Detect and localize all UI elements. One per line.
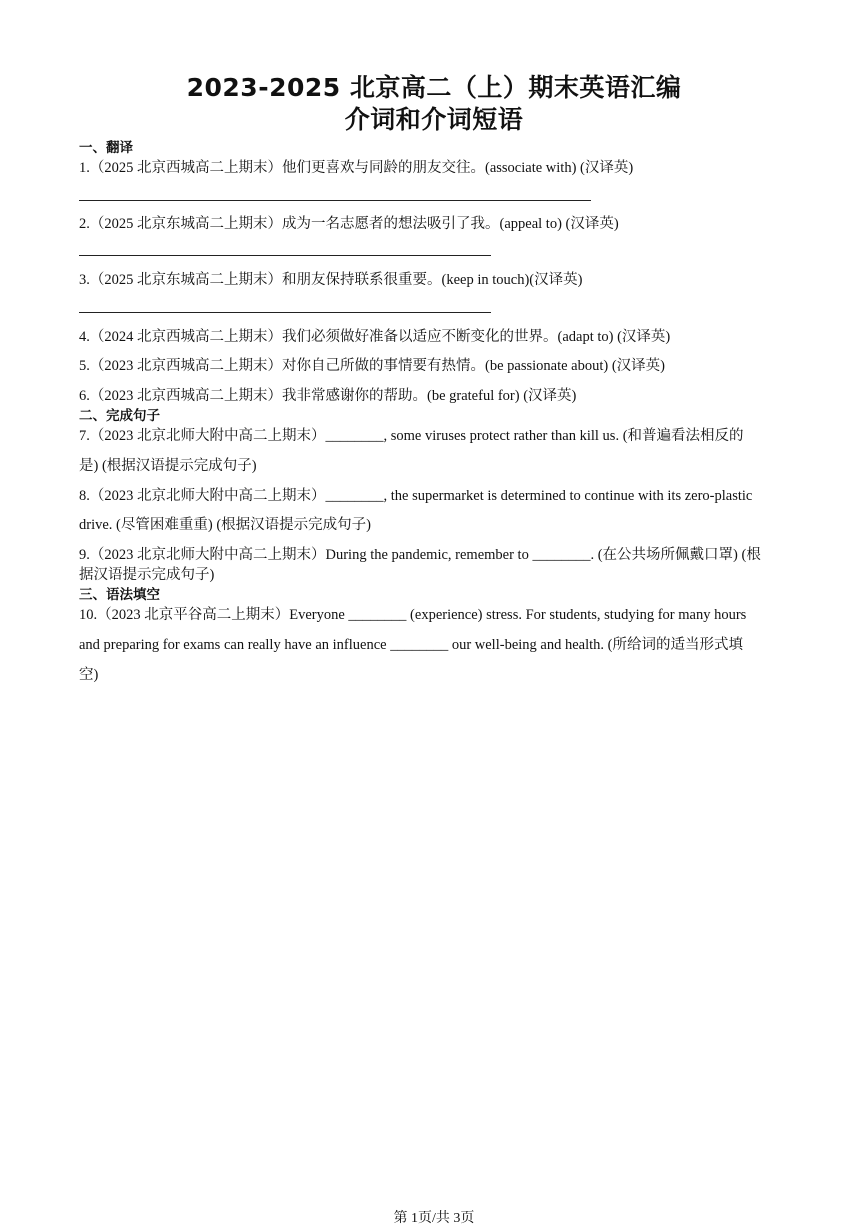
question-9-line-2: 据汉语提示完成句子) — [79, 567, 215, 583]
page-number-footer — [0, 1207, 868, 1227]
answer-line-2 — [79, 255, 491, 256]
question-7-line-1: 7.（2023 北京北师大附中高二上期末）________, some viruses protect rather than kill us. (和普遍看法相反的 — [79, 428, 744, 444]
question-10-line-3: 空) — [79, 667, 99, 683]
document-subtitle: 介词和介词短语 — [344, 105, 524, 134]
section-heading-translation: 一、翻译 — [79, 140, 133, 156]
question-2: 2.（2025 北京东城高二上期末）成为一名志愿者的想法吸引了我。(appeal to) (汉译英) — [79, 216, 619, 232]
question-10-line-1: 10.（2023 北京平谷高二上期末）Everyone ________ (experience) stress. For students, studying for many hours — [79, 607, 747, 623]
document-title: 2023-2025 北京高二（上）期末英语汇编 — [186, 73, 682, 102]
answer-line-3 — [79, 312, 491, 313]
question-4: 4.（2024 北京西城高二上期末）我们必须做好准备以适应不断变化的世界。(adapt to) (汉译英) — [79, 329, 671, 345]
question-3: 3.（2025 北京东城高二上期末）和朋友保持联系很重要。(keep in touch)(汉译英) — [79, 272, 583, 288]
question-8-line-2: drive. (尽管困难重重) (根据汉语提示完成句子) — [79, 517, 371, 533]
question-9-line-1: 9.（2023 北京北师大附中高二上期末）During the pandemic, remember to ________. (在公共场所佩戴口罩) (根 — [79, 547, 761, 563]
question-1: 1.（2025 北京西城高二上期末）他们更喜欢与同龄的朋友交往。(associate with) (汉译英) — [79, 160, 634, 176]
question-6: 6.（2023 北京西城高二上期末）我非常感谢你的帮助。(be grateful for) (汉译英) — [79, 388, 577, 404]
question-8-line-1: 8.（2023 北京北师大附中高二上期末）________, the supermarket is determined to continue with its zero-plastic — [79, 488, 753, 504]
question-5: 5.（2023 北京西城高二上期末）对你自己所做的事情要有热情。(be passionate about) (汉译英) — [79, 358, 665, 374]
question-7-line-2: 是) (根据汉语提示完成句子) — [79, 458, 257, 474]
page-number-label: 第 1页/共 3页 — [393, 1211, 475, 1226]
answer-line-1 — [79, 200, 591, 201]
section-heading-grammar-fill: 三、语法填空 — [79, 587, 160, 603]
section-heading-complete-sentences: 二、完成句子 — [79, 408, 160, 424]
question-10-line-2: and preparing for exams can really have an influence ________ our well-being and health. (所给词的适当形式填 — [79, 637, 743, 653]
